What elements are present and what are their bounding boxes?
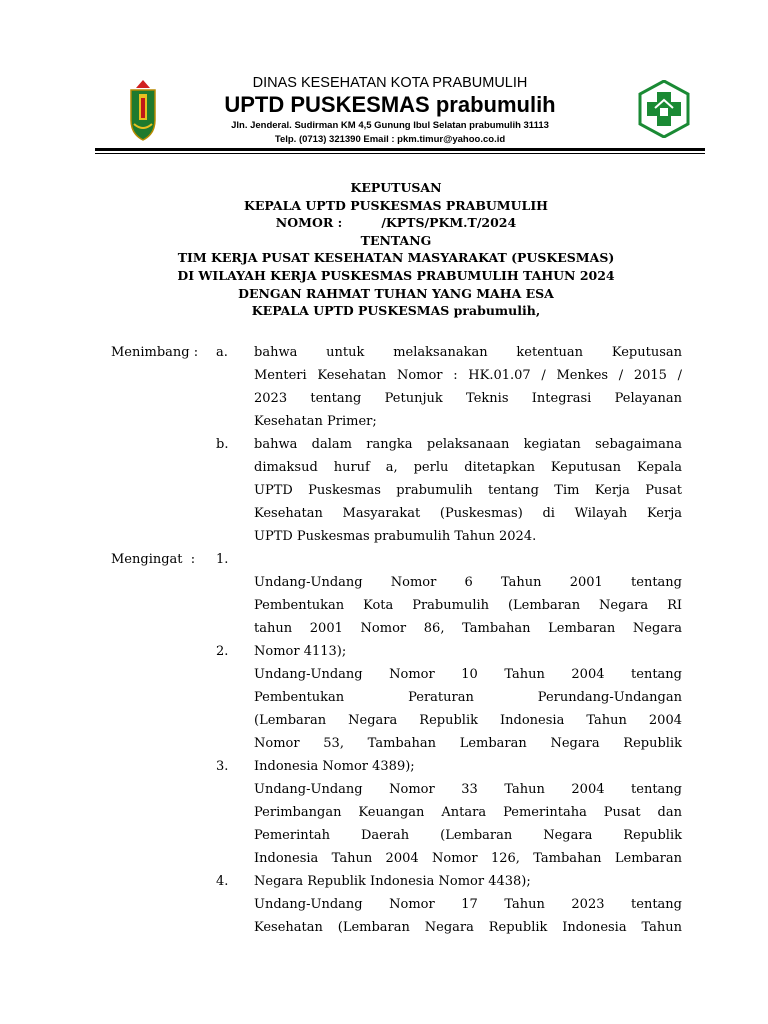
menimbang-line: dimaksud huruf a, perlu ditetapkan Keputusan Kepala <box>254 460 682 475</box>
title-line: KEPALA UPTD PUSKESMAS prabumulih, <box>251 303 541 319</box>
menimbang-line: Menteri Kesehatan Nomor : HK.01.07 / Menkes / 2015 / <box>254 368 682 383</box>
mengingat-line: Indonesia Nomor 4389); <box>254 759 415 774</box>
title-line: KEPUTUSAN <box>350 180 442 195</box>
mengingat-line: Undang-Undang Nomor 6 Tahun 2001 tentang <box>254 575 682 590</box>
mengingat-line: Pembentukan Kota Prabumulih (Lembaran Negara RI <box>254 598 682 613</box>
org-name-city: prabumulih <box>435 92 556 117</box>
menimbang-line: Kesehatan Primer; <box>254 414 377 429</box>
mengingat-line: Undang-Undang Nomor 17 Tahun 2023 tentang <box>254 897 682 912</box>
menimbang-line: bahwa dalam rangka pelaksanaan kegiatan sebagaimana <box>254 437 682 452</box>
mengingat-line: Negara Republik Indonesia Nomor 4438); <box>254 874 531 889</box>
mengingat-line: Pembentukan Peraturan Perundang-Undangan <box>254 690 682 705</box>
mengingat-line: Undang-Undang Nomor 33 Tahun 2004 tentang <box>254 782 682 797</box>
org-name <box>200 92 580 118</box>
decree-title <box>100 179 692 320</box>
menimbang-line: UPTD Puskesmas prabumulih tentang Tim Kerja Pusat <box>254 483 682 498</box>
title-line: TENTANG <box>360 232 432 248</box>
puskesmas-logo <box>638 80 690 138</box>
title-line: KEPALA UPTD PUSKESMAS PRABUMULIH <box>243 197 548 213</box>
mengingat-marker-2: 2. <box>216 644 229 659</box>
title-line: DENGAN RAHMAT TUHAN YANG MAHA ESA <box>238 285 554 301</box>
title-line: NOMOR : /KPTS/PKM.T/2024 <box>275 215 517 231</box>
org-address: Jln. Jenderal. Sudirman KM 4,5 Gunung Ibul Selatan prabumulih 31113 <box>231 120 549 131</box>
org-name-main: UPTD PUSKESMAS <box>224 92 430 117</box>
mengingat-line: (Lembaran Negara Republik Indonesia Tahun 2004 <box>254 713 682 728</box>
mengingat-line: tahun 2001 Nomor 86, Tambahan Lembaran Negara <box>254 621 682 636</box>
mengingat-line: Perimbangan Keuangan Antara Pemerintaha Pusat dan <box>254 805 682 820</box>
mengingat-line: Pemerintah Daerah (Lembaran Negara Republik <box>254 828 682 843</box>
mengingat-marker-4: 4. <box>216 874 229 889</box>
title-line: TIM KERJA PUSAT KESEHATAN MASYARAKAT (PUSKESMAS) <box>177 250 615 266</box>
mengingat-marker-3: 3. <box>216 759 229 774</box>
mengingat-line: Kesehatan (Lembaran Negara Republik Indonesia Tahun <box>254 920 682 935</box>
menimbang-line: Kesehatan Masyarakat (Puskesmas) di Wilayah Kerja <box>254 506 682 521</box>
menimbang-line: bahwa untuk melaksanakan ketentuan Keputusan <box>254 345 682 360</box>
mengingat-line: Undang-Undang Nomor 10 Tahun 2004 tentang <box>254 667 682 682</box>
letterhead-rule-thin <box>95 153 705 154</box>
menimbang-line: 2023 tentang Petunjuk Teknis Integrasi Pelayanan <box>254 391 682 406</box>
mengingat-marker-1: 1. <box>216 552 229 567</box>
menimbang-marker-a: a. <box>216 345 228 360</box>
menimbang-line: UPTD Puskesmas prabumulih Tahun 2024. <box>254 529 537 544</box>
mengingat-line: Indonesia Tahun 2004 Nomor 126, Tambahan Lembaran <box>254 851 682 866</box>
letterhead-rule-thick <box>95 148 705 151</box>
title-line: DI WILAYAH KERJA PUSKESMAS PRABUMULIH TAHUN 2024 <box>177 267 615 283</box>
org-contact: Telp. (0713) 321390 Email : pkm.timur@yahoo.co.id <box>274 134 506 145</box>
city-emblem-logo <box>128 80 158 142</box>
mengingat-label: Mengingat : <box>111 552 196 567</box>
menimbang-label: Menimbang : <box>111 345 199 360</box>
menimbang-marker-b: b. <box>216 437 229 452</box>
mengingat-line: Nomor 53, Tambahan Lembaran Negara Republik <box>254 736 682 751</box>
agency-name: DINAS KESEHATAN KOTA PRABUMULIH <box>252 75 528 91</box>
mengingat-line: Nomor 4113); <box>254 644 347 659</box>
